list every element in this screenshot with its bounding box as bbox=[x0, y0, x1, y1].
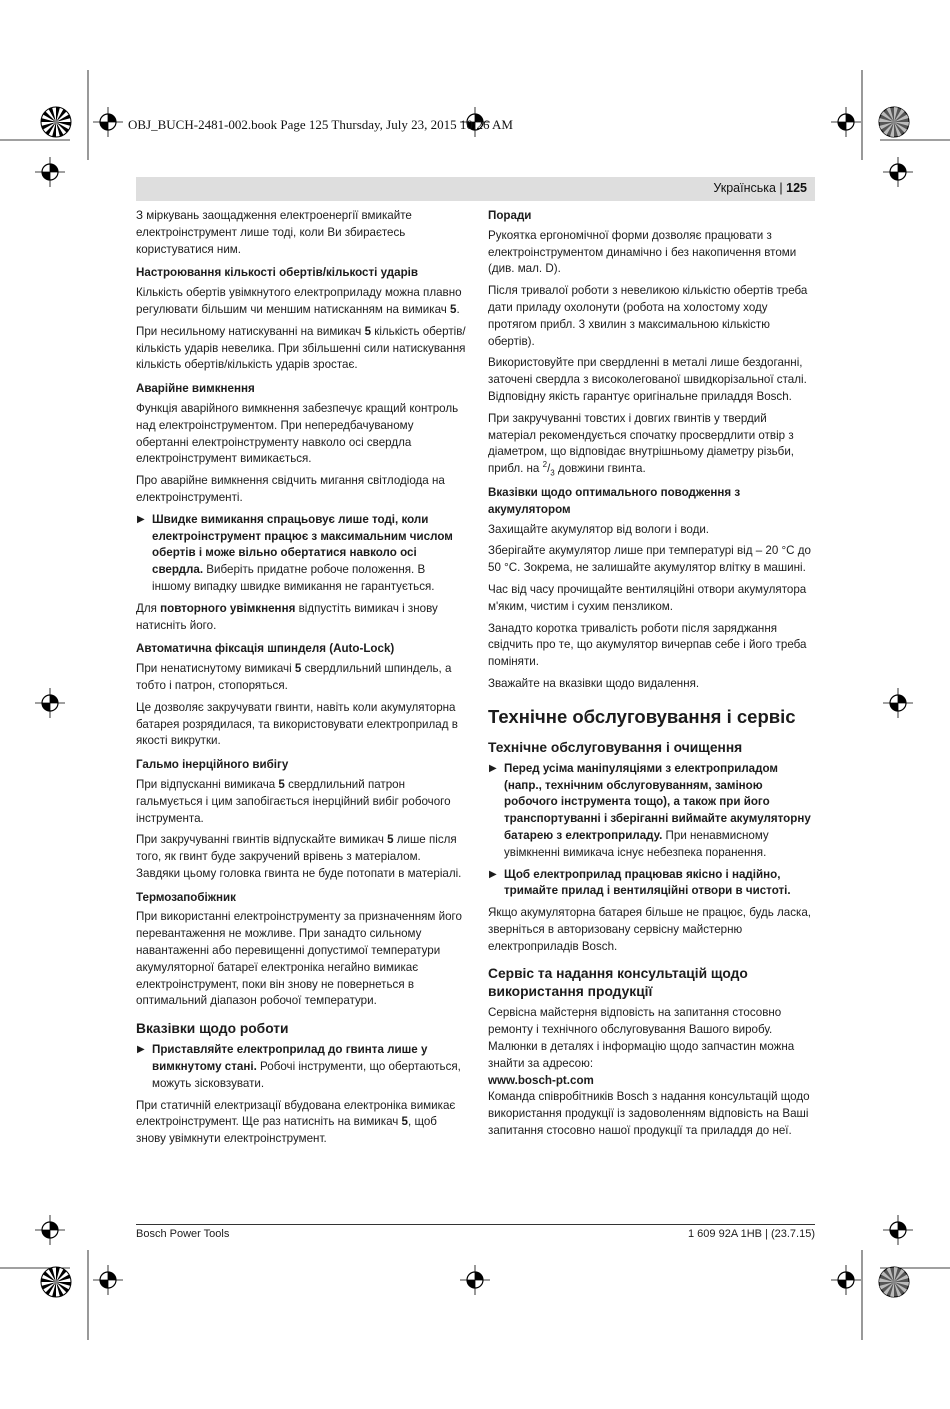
paragraph: Це дозволяє закручувати гвинти, навіть коли акумуляторна батарея розрядилася, та використовувати електроприлад в якості викрутки. bbox=[136, 700, 458, 748]
bullet-item: ▶ Приставляйте електроприлад до гвинта лише у вимкнутому стані. Робочі інструменти, що обертаються, можуть зісковзувати. bbox=[137, 1043, 461, 1090]
header-language: Українська bbox=[713, 181, 776, 195]
crosshair-registration-icon bbox=[93, 1265, 123, 1295]
paragraph: Кількість обертів увімкнутого електроприладу можна плавно регулювати більшим чи меншим натисканням на вимикач 5. bbox=[136, 286, 462, 316]
paragraph: Рукоятка ергономічної форми дозволяє працювати з електроінструментом динамічно і без накопичення втоми (див. мал. D). bbox=[488, 228, 797, 276]
section-title-thermal: Термозапобіжник bbox=[136, 890, 236, 904]
section-title-brake: Гальмо інерційного вибігу bbox=[136, 758, 289, 772]
paragraph: Після тривалої роботи з невеликою кількістю обертів треба дати приладу охолонути (робота на холостому ходу протягом прибл. 3 хвилин з максимальною кількістю обертів). bbox=[488, 284, 808, 348]
paragraph: При несильному натискуванні на вимикач 5 кількість обертів/кількість ударів невелика. При збільшенні сили натискування кількість обертів/кількість ударів зростає. bbox=[136, 324, 466, 372]
left-column bbox=[136, 208, 466, 1153]
section-title-tips: Поради bbox=[488, 209, 532, 222]
intro-paragraph: З міркувань заощадження електроенергії вмикайте електроінструмент лише тоді, коли Ви збираєтесь користуватися ним. bbox=[136, 209, 412, 256]
footer-rule bbox=[136, 1224, 815, 1225]
footer-brand: Bosch Power Tools bbox=[136, 1228, 230, 1240]
section-title-emergency: Аварійне вимкнення bbox=[136, 382, 255, 396]
section-title-auto-lock: Автоматична фіксація шпинделя (Auto-Lock) bbox=[136, 642, 395, 656]
crosshair-registration-icon bbox=[831, 107, 861, 137]
crosshair-registration-icon bbox=[35, 157, 65, 187]
paragraph: Команда співробітників Bosch з надання консультацій щодо використання продукції із задоволенням відповість на Ваші запитання стосовно нашої продукції та приладдя до неї. bbox=[488, 1090, 810, 1138]
paragraph: При ненатиснутому вимикачі 5 свердлильний шпиндель, а тобто і патрон, стопоряться. bbox=[136, 662, 452, 692]
triangle-right-icon: ▶ bbox=[137, 513, 145, 525]
triangle-right-icon: ▶ bbox=[489, 868, 497, 880]
starburst-registration-icon bbox=[39, 1265, 73, 1299]
crosshair-registration-icon bbox=[35, 1215, 65, 1245]
paragraph: При закручуванні гвинтів відпускайте вимикач 5 лише після того, як гвинт буде закручений врівень з матеріалом. Завдяки цьому головка гвинта не буде потопати в матеріалі. bbox=[136, 833, 462, 880]
paragraph: Сервісна майстерня відповість на запитання стосовно ремонту і технічного обслуговування Вашого виробу. Малюнки в деталях і інформацію щодо запчастин можна знайти за адресою: bbox=[488, 1006, 795, 1070]
right-column bbox=[488, 208, 816, 1145]
paragraph: Про аварійне вимкнення свідчить мигання світлодіода на електроінструменті. bbox=[136, 474, 445, 504]
paragraph: Час від часу прочищайте вентиляційні отвори акумулятора м'яким, чистим і сухим пензликом. bbox=[488, 582, 807, 613]
crosshair-registration-icon bbox=[883, 688, 913, 718]
section-title-maintenance: Технічне обслуговування і очищення bbox=[488, 739, 743, 755]
paragraph: Функція аварійного вимкнення забезпечує кращий контроль над електроінструментом. При непередбачуваному обертанні електроінструменту навколо осі свердла електроінструмент вимикається. bbox=[136, 401, 459, 466]
starburst-registration-icon bbox=[877, 105, 911, 139]
crosshair-registration-icon bbox=[883, 157, 913, 187]
paragraph: При відпусканні вимикача 5 свердлильний патрон гальмується і цим запобігається інерційний вибіг робочого інструмента. bbox=[136, 777, 451, 825]
crosshair-registration-icon bbox=[460, 1265, 490, 1295]
paragraph: Зважайте на вказівки щодо видалення. bbox=[488, 676, 700, 690]
paragraph: Для повторного увімкнення відпустіть вимикач і знову натисніть його. bbox=[136, 601, 438, 632]
crosshair-registration-icon bbox=[35, 688, 65, 718]
starburst-registration-icon bbox=[877, 1265, 911, 1299]
paragraph: Захищайте акумулятор від вологи і води. bbox=[488, 522, 710, 536]
paragraph: Використовуйте при свердленні в металі лише бездоганні, заточені свердла з високолегованої швидкорізальної сталі. Відповідну якість гарантує оригінальне приладдя Bosch. bbox=[488, 356, 807, 403]
section-title-work: Вказівки щодо роботи bbox=[136, 1021, 289, 1037]
triangle-right-icon: ▶ bbox=[137, 1044, 145, 1056]
paragraph: Якщо акумуляторна батарея більше не працює, будь ласка, зверніться в авторизовану сервісну майстерню електроприладів Bosch. bbox=[488, 906, 812, 953]
triangle-right-icon: ▶ bbox=[489, 762, 497, 774]
print-slug: OBJ_BUCH-2481-002.book Page 125 Thursday, July 23, 2015 10:26 AM bbox=[128, 117, 513, 132]
section-title-speed: Настроювання кількості обертів/кількості ударів bbox=[136, 266, 419, 280]
section-title-battery: Вказівки щодо оптимального поводження з акумулятором bbox=[488, 485, 741, 516]
chapter-heading-service: Технічне обслуговування і сервіс bbox=[488, 705, 796, 727]
page-number: 125 bbox=[786, 181, 807, 195]
paragraph: При закручуванні товстих і довгих гвинтів у твердий матеріал рекомендується спочатку просвердлити отвір з діаметром, що відповідає внутрішньому діаметру різьби, прибл. на $^2/_3$ довжини гвинта. bbox=[488, 411, 795, 478]
crosshair-registration-icon bbox=[883, 1215, 913, 1245]
crosshair-registration-icon bbox=[93, 107, 123, 137]
bullet-item: ▶ Перед усіма маніпуляціями з електроприладом (напр., технічним обслуговуванням, заміною робочого інструмента тощо), а також при його транспортуванні і зберіганні виймайте акумуляторну батарею з електроприладу. При ненавмисному увімкненні вимикача існує небезпека поранення. bbox=[489, 761, 811, 859]
website-link[interactable]: www.bosch-pt.com bbox=[488, 1073, 594, 1087]
bullet-item: ▶ Щоб електроприлад працював якісно і надійно, тримайте прилад і вентиляційні отвори в чистоті. bbox=[489, 867, 791, 898]
footer-doc-number: 1 609 92A 1HB | (23.7.15) bbox=[688, 1228, 815, 1240]
section-title-consulting: Сервіс та надання консультацій щодо використання продукції bbox=[488, 966, 748, 1000]
paragraph: При використанні електроінструменту за призначенням його перевантаження не можливе. При занадто сильному навантаженні або перевищенні допустимої температури акумуляторної батареї електроніка негайно вимикає електроінструмент, поки він знову не повернеться в оптимальний діапазон робочої температури. bbox=[136, 910, 462, 1008]
paragraph: При статичній електризації вбудована електроніка вимикає електроінструмент. Ще раз натисніть на вимикач 5, щоб знову увімкнути електроінструмент. bbox=[136, 1098, 456, 1146]
starburst-registration-icon bbox=[39, 105, 73, 139]
page-header-bar bbox=[136, 177, 815, 201]
paragraph: Занадто коротка тривалість роботи після заряджання свідчить про те, що акумулятор вичерпав себе і його треба поміняти. bbox=[488, 621, 807, 669]
page-header: Українська | 125 bbox=[713, 181, 807, 195]
paragraph: Зберігайте акумулятор лише при температурі від – 20 °C до 50 °C. Зокрема, не залишайте акумулятор влітку в машині. bbox=[488, 544, 811, 575]
crosshair-registration-icon bbox=[831, 1265, 861, 1295]
bullet-item: ▶ Швидке вимикання спрацьовує лише тоді, коли електроінструмент працює з максимальним числом обертів і може вільно обертатися навколо осі свердла. Виберіть придатне робоче положення. В іншому випадку швидке вимикання не гарантується. bbox=[137, 512, 453, 593]
